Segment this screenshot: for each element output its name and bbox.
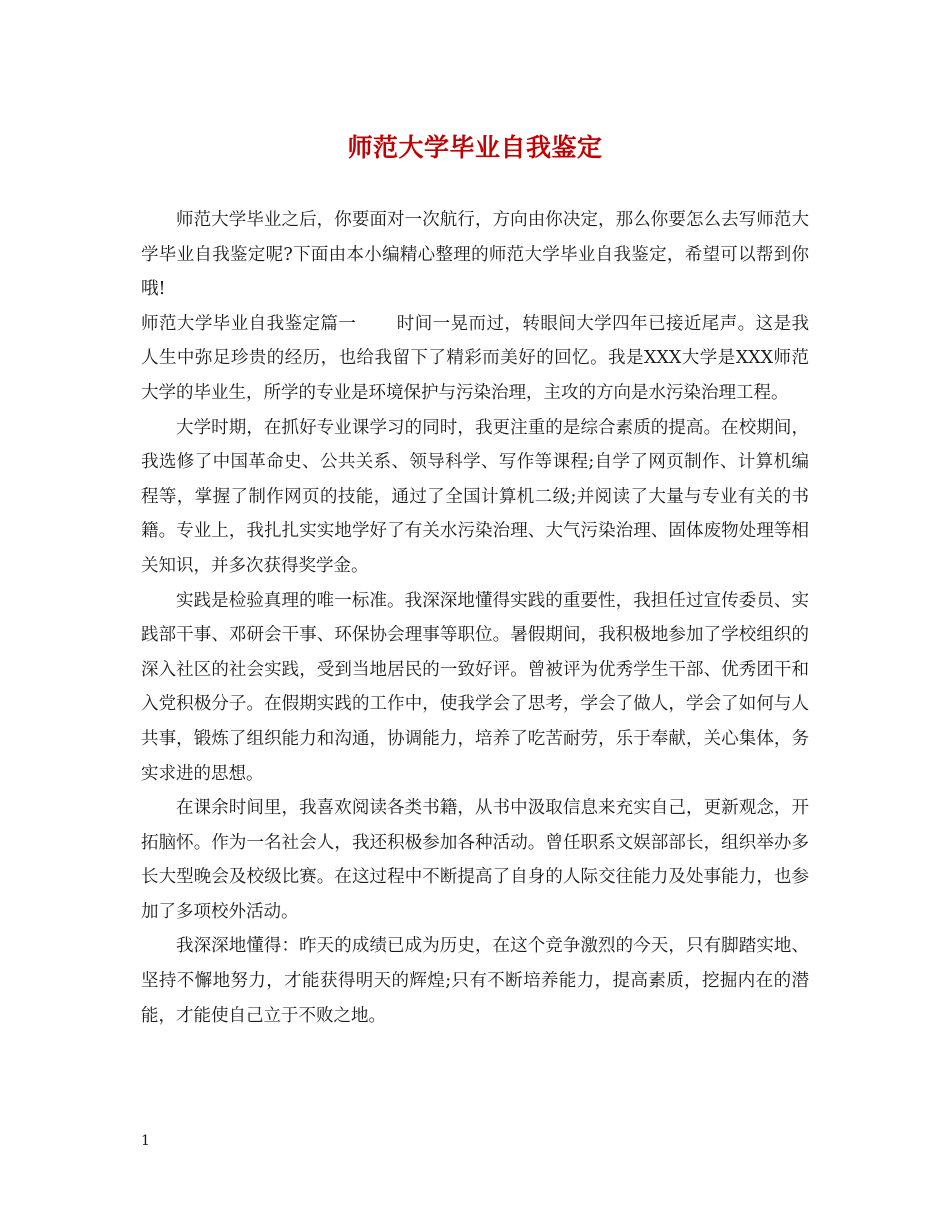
document-title: 师范大学毕业自我鉴定	[347, 133, 603, 162]
page-number: 1	[141, 1133, 150, 1149]
paragraph-1: 时间一晃而过，转眼间大学四年已接近尾声。这是我人生中弥足珍贵的经历，也给我留下了精彩而美好的回忆。我是XXX大学是XXX师范大学的毕业生，所学的专业是环境保护与污染治理，主攻的方向是水污染治理工程。	[141, 313, 810, 403]
section-one	[141, 307, 809, 411]
section-heading: 师范大学毕业自我鉴定篇一	[141, 313, 357, 334]
document-body	[141, 203, 809, 1033]
paragraph-4: 在课余时间里，我喜欢阅读各类书籍，从书中汲取信息来充实自己，更新观念，开拓脑怀。作为一名社会人，我还积极参加各种活动。曾任职系文娱部部长，组织举办多长大型晚会及校级比赛。在这过程中不断提高了自身的人际交往能力及处事能力，也参加了多项校外活动。	[141, 798, 809, 922]
intro-paragraph: 师范大学毕业之后，你要面对一次航行，方向由你决定，那么你要怎么去写师范大学毕业自我鉴定呢?下面由本小编精心整理的师范大学毕业自我鉴定，希望可以帮到你哦!	[141, 210, 809, 300]
paragraph-5: 我深深地懂得：昨天的成绩已成为历史，在这个竞争激烈的今天，只有脚踏实地、坚持不懈地努力，才能获得明天的辉煌;只有不断培养能力，提高素质，挖掘内在的潜能，才能使自己立于不败之地。	[141, 936, 809, 1026]
paragraph-2: 大学时期，在抓好专业课学习的同时，我更注重的是综合素质的提高。在校期间，我选修了中国革命史、公共关系、领导科学、写作等课程;自学了网页制作、计算机编程等，掌握了制作网页的技能，通过了全国计算机二级;并阅读了大量与专业有关的书籍。专业上，我扎扎实实地学好了有关水污染治理、大气污染治理、固体废物处理等相关知识，并多次获得奖学金。	[141, 417, 809, 576]
paragraph-3: 实践是检验真理的唯一标准。我深深地懂得实践的重要性，我担任过宣传委员、实践部干事、邓研会干事、环保协会理事等职位。暑假期间，我积极地参加了学校组织的深入社区的社会实践，受到当地居民的一致好评。曾被评为优秀学生干部、优秀团干和入党积极分子。在假期实践的工作中，使我学会了思考，学会了做人，学会了如何与人共事，锻炼了组织能力和沟通，协调能力，培养了吃苦耐劳，乐于奉献，关心集体，务实求进的思想。	[141, 590, 809, 784]
